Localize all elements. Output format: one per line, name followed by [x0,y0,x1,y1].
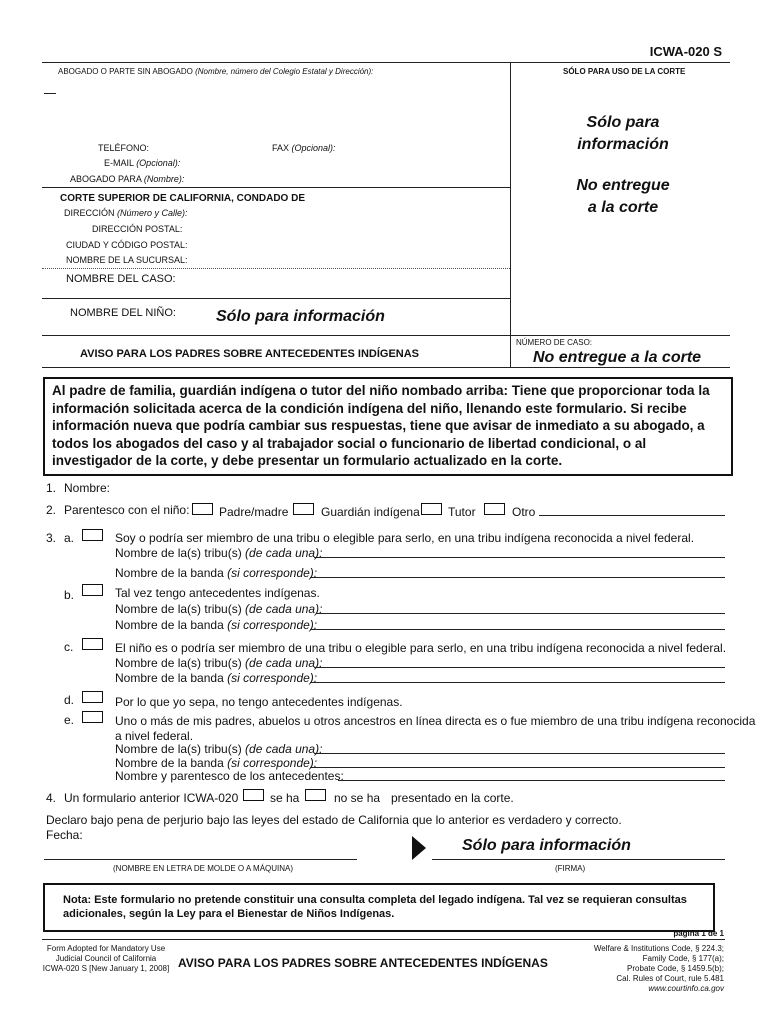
item3d-checkbox[interactable] [82,691,103,703]
item3c-band-label: Nombre de la banda (si corresponde): [115,671,318,685]
mailing-label: DIRECCIÓN POSTAL: [92,224,183,234]
item3a-letter: a. [64,531,75,545]
item4-number: 4. [46,791,57,805]
signature-arrow-icon [412,836,426,860]
item3b-band-label: Nombre de la banda (si corresponde): [115,618,318,632]
item3e-tribe-label: Nombre de la(s) tribu(s) (de cada una): [115,742,323,756]
guardian-option: Guardián indígena [321,505,420,519]
footer-right: Welfare & Institutions Code, § 224.3; Family Code, § 177(a); Probate Code, § 1459.5(b); Cal. Rules of Court, rule 5.481 www.courtinfo.ca.gov [593,944,724,993]
other-checkbox[interactable] [484,503,505,515]
form-id: ICWA-020 S [649,44,722,59]
item3c-tribe-label: Nombre de la(s) tribu(s) (de cada una): [115,656,323,670]
item3b-text: Tal vez tengo antecedentes indígenas. [115,586,320,600]
title-rule [42,335,730,336]
city-label: CIUDAD Y CÓDIGO POSTAL: [66,240,188,250]
item3c-letter: c. [64,640,74,654]
has-label: se ha [270,791,300,805]
child-rule [42,298,510,299]
has-not-label: no se ha [334,791,381,805]
item3e-text2: a nivel federal. [115,729,194,743]
note-box: Nota: Este formulario no pretende constituir una consulta completa del legado indígena. Tal vez se requieran consultas adicionales, según la Ley para el Bienestar de Niños Indígenas. [43,883,715,932]
tutor-checkbox[interactable] [421,503,442,515]
item3b-tribe-label: Nombre de la(s) tribu(s) (de cada una): [115,602,323,616]
has-not-checkbox[interactable] [305,789,326,801]
form-title: AVISO PARA LOS PADRES SOBRE ANTECEDENTES INDÍGENAS [80,348,420,360]
item3a-text: Soy o podría ser miembro de una tribu o elegible para serlo, en una tribu indígena reconocida a nivel federal. [115,531,695,545]
case-name-label: NOMBRE DEL CASO: [66,273,176,285]
item3a-tribe-line[interactable] [314,557,725,558]
item1-label: Nombre: [64,481,111,495]
guardian-checkbox[interactable] [293,503,314,515]
attorney-for-label: ABOGADO PARA (Nombre): [70,174,185,184]
item3a-tribe-label: Nombre de la(s) tribu(s) (de cada una): [115,546,323,560]
case-number-label: NÚMERO DE CASO: [516,338,593,347]
item2-number: 2. [46,503,57,517]
item3a-band-label: Nombre de la banda (si corresponde): [115,566,318,580]
attorney-label: ABOGADO O PARTE SIN ABOGADO (Nombre, número del Colegio Estatal y Dirección): [58,67,374,76]
item3e-checkbox[interactable] [82,711,103,723]
signature-caption: (FIRMA) [555,864,586,873]
court-title: CORTE SUPERIOR DE CALIFORNIA, CONDADO DE [60,193,306,204]
item3b-checkbox[interactable] [82,584,103,596]
item1-number: 1. [46,481,57,495]
stamp-info-line2: información [577,136,669,153]
caption-top-rule [42,62,730,63]
filed-label: presentado en la corte. [391,791,514,805]
item3b-letter: b. [64,588,75,602]
page-number: página 1 de 1 [673,929,724,938]
phone-label: TELÉFONO: [98,143,150,153]
caption-bottom-rule [42,367,730,368]
item3b-tribe-line[interactable] [316,613,725,614]
signature-line[interactable] [432,859,725,860]
declaration-text: Declaro bajo pena de perjurio bajo las leyes del estado de California que lo anterior es verdadero y correcto. [46,813,622,827]
item3e-tribe-line[interactable] [314,753,725,754]
has-checkbox[interactable] [243,789,264,801]
stamp-info-line1: Sólo para [586,114,660,131]
item4-text: Un formulario anterior ICWA-020 [64,791,239,805]
item3e-ancestor-label: Nombre y parentesco de los antecedentes: [115,769,344,783]
item3a-band-line[interactable] [310,577,725,578]
other-option: Otro [512,505,536,519]
item3c-tribe-line[interactable] [314,667,725,668]
email-label: E-MAIL (Opcional): [104,158,181,168]
item3b-band-line[interactable] [310,629,725,630]
item2-label: Parentesco con el niño: [64,503,190,517]
court-use-only-label: SÓLO PARA USO DE LA CORTE [563,67,686,76]
attorney-tick [44,93,56,94]
print-name-caption: (NOMBRE EN LETRA DE MOLDE O A MÁQUINA) [113,864,294,873]
item3c-checkbox[interactable] [82,638,103,650]
branch-label: NOMBRE DE LA SUCURSAL: [66,255,188,265]
other-line[interactable] [539,515,725,516]
case-name-rule [42,268,510,269]
footer-rule [42,939,725,940]
stamp-no-file: No entregue a la corte [533,349,702,366]
caption-divider [510,62,511,367]
parent-option: Padre/madre [219,505,289,519]
item3e-text1: Uno o más de mis padres, abuelos u otros ancestros en línea directa es o fue miembro de una tribu indígena reconocida [115,714,756,728]
child-name-label: NOMBRE DEL NIÑO: [70,307,176,319]
tutor-option: Tutor [448,505,476,519]
item3a-checkbox[interactable] [82,529,103,541]
address-label: DIRECCIÓN (Número y Calle): [64,208,188,218]
item3d-text: Por lo que yo sepa, no tengo antecedentes indígenas. [115,695,403,709]
print-name-line[interactable] [44,859,357,860]
stamp-nofile-line2: a la corte [587,199,659,216]
parent-checkbox[interactable] [192,503,213,515]
instructions-box: Al padre de familia, guardián indígena o tutor del niño nombado arriba: Tiene que proporcionar toda la información solicitada acerca de la condición indígena del niño, llenando este formulario. Si recibe información nueva que podría cambiar sus respuestas, tiene que avisar de inmediato a su abogado, a todos los abogados del caso y al trabajador social o funcionario de libertad condicional, o al investigador de la corte, y debe presentar un formulario actualizado en la corte. [43,377,733,476]
item3c-text: El niño es o podría ser miembro de una tribu o elegible para serlo, en una tribu indígena reconocida a nivel federal. [115,641,727,655]
item3c-band-line[interactable] [310,682,725,683]
item3e-band-line[interactable] [310,767,725,768]
footer-title: AVISO PARA LOS PADRES SOBRE ANTECEDENTES INDÍGENAS [178,956,548,970]
court-rule [42,187,510,188]
item3d-letter: d. [64,693,75,707]
item3e-ancestor-line[interactable] [338,780,725,781]
footer-left: Form Adopted for Mandatory Use Judicial Council of California ICWA-020 S [New January 1, 2008] [42,944,170,973]
stamp-nofile-line1: No entregue [576,177,670,194]
stamp-info-signature: Sólo para información [462,837,631,854]
item3-number: 3. [46,531,57,545]
item3e-letter: e. [64,713,75,727]
fax-label: FAX (Opcional): [272,143,336,153]
date-label: Fecha: [46,828,83,842]
court-website-link[interactable]: www.courtinfo.ca.gov [648,984,724,993]
stamp-info-only: Sólo para información [216,308,385,325]
item3e-band-label: Nombre de la banda (si corresponde): [115,756,318,770]
